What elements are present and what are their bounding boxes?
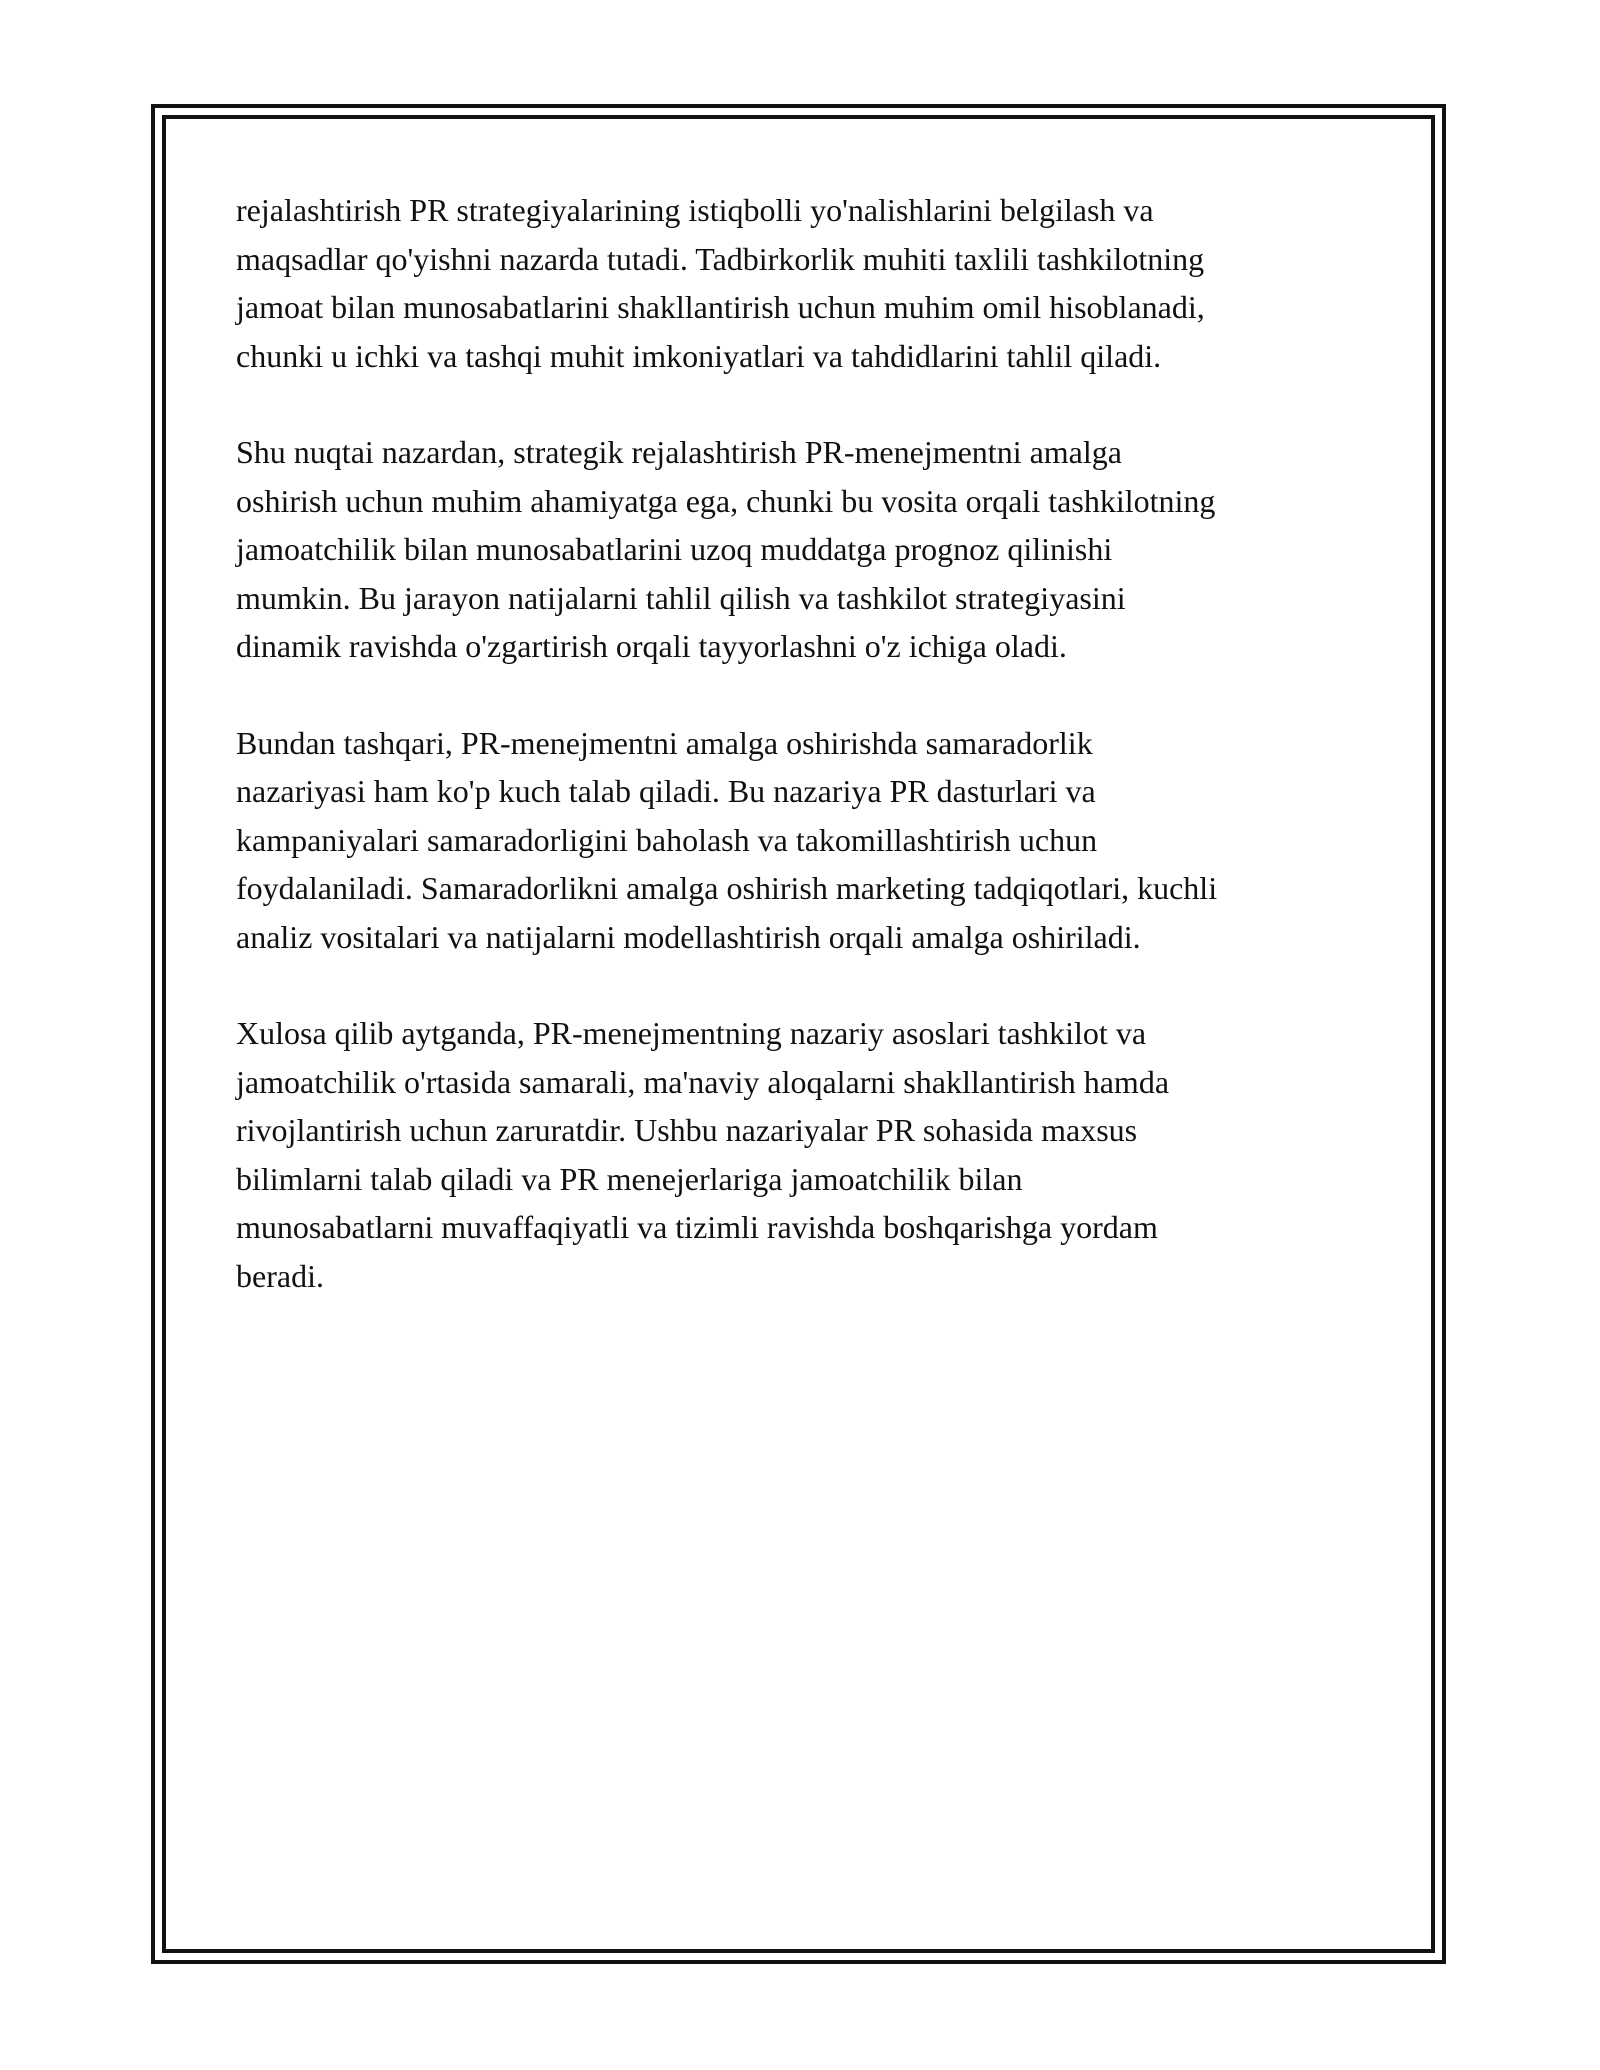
paragraph-3: Bundan tashqari, PR-menejmentni amalga oshirishda samaradorlik nazariyasi ham ko'p kuch talab qiladi. Bu nazariya PR dasturlari va kampaniyalari samaradorligini baholash va takomillashtirish uchun foydalaniladi. Samaradorlikni amalga oshirish marketing tadqiqotlari, kuchli analiz vositalari va natijalarni modellashtirish orqali amalga oshiriladi. — [236, 724, 1218, 955]
paragraph-2: Shu nuqtai nazardan, strategik rejalashtirish PR-menejmentni amalga oshirish uchun muhim ahamiyatga ega, chunki bu vosita orqali tashkilotning jamoatchilik bilan munosabatlarini uzoq muddatga prognoz qilinishi mumkin. Bu jarayon natijalarni tahlil qilish va tashkilot strategiyasini dinamik ravishda o'zgartirish orqali tayyorlashni o'z ichiga oladi. — [236, 434, 1216, 664]
paragraph-1: rejalashtirish PR strategiyalarining istiqbolli yo'nalishlarini belgilash va maqsadlar qo'yishni nazarda tutadi. Tadbirkorlik muhiti taxlili tashkilotning jamoat bilan munosabatlarini shakllantirish uchun muhim omil hisoblanadi, chunki u ichki va tashqi muhit imkoniyatlari va tahdidlarini tahlil qiladi. — [236, 192, 1205, 374]
paragraph-4: Xulosa qilib aytganda, PR-menejmentning nazariy asoslari tashkilot va jamoatchilik o'rtasida samarali, ma'naviy aloqalarni shakllantirish hamda rivojlantirish uchun zaruratdir. Ushbu nazariyalar PR sohasida maxsus bilimlarni talab qiladi va PR menejerlariga jamoatchilik bilan munosabatlarni muvaffaqiyatli va tizimli ravishda boshqarishga yordam beradi. — [236, 1015, 1170, 1294]
document-body — [236, 186, 1376, 1348]
